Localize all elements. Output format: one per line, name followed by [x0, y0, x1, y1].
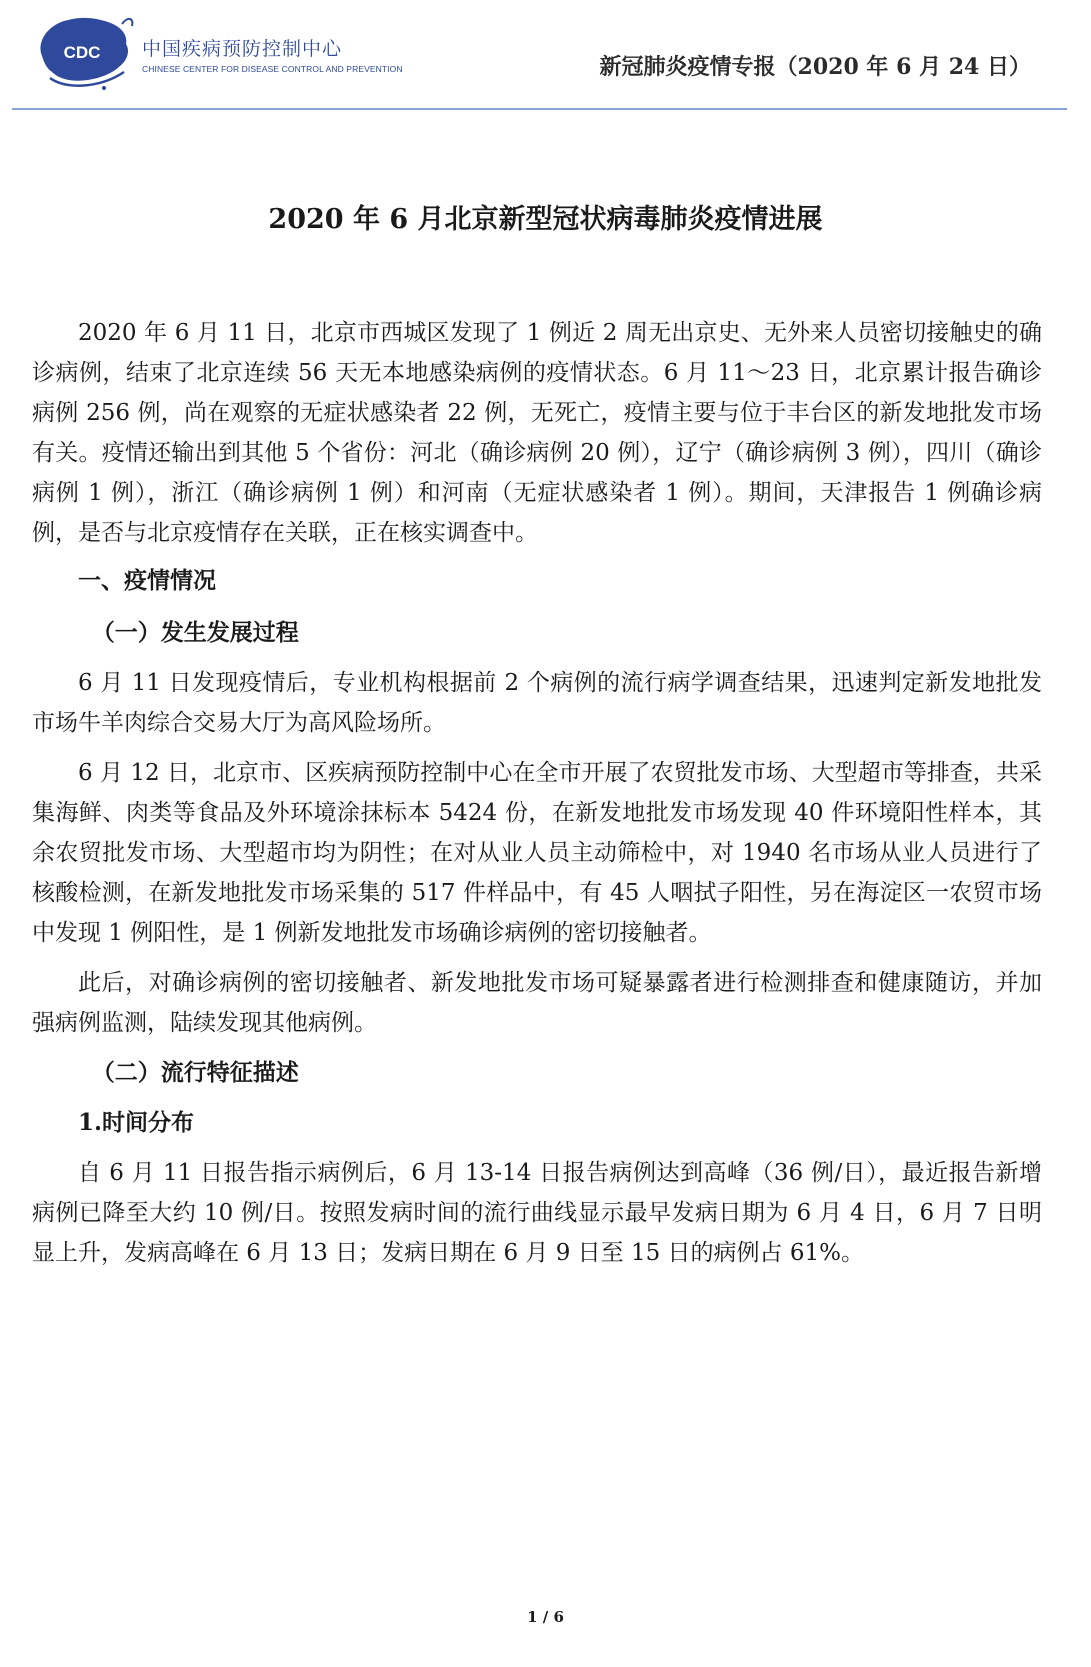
china-map-icon — [30, 8, 140, 98]
special-report-label: 新冠肺炎疫情专报（2020 年 6 月 24 日） — [599, 54, 1031, 80]
paragraph: 此后，对确诊病例的密切接触者、新发地批发市场可疑暴露者进行检测排查和健康随访，并加强病例监测，陆续发现其他病例。 — [32, 970, 1042, 1036]
subsection-heading: （二）流行特征描述 — [91, 1059, 299, 1086]
paragraph: 6 月 12 日，北京市、区疾病预防控制中心在全市开展了农贸批发市场、大型超市等排查，共采集海鲜、肉类等食品及外环境涂抹标本 5424 份，在新发地批发市场发现 40 件环境阳性样本，其余农贸批发市场、大型超市均为阴性；在对从业人员主动筛检中，对 1940 名市场从业人员进行了核酸检测，在新发地批发市场采集的 517 件样品中，有 45 人咽拭子阳性，另在海淀区一农贸市场中发现 1 例阳性，是 1 例新发地批发市场确诊病例的密切接触者。 — [32, 760, 1042, 946]
svg-text:CDC: CDC — [63, 43, 101, 62]
document-title: 2020 年 6 月北京新型冠状病毒肺炎疫情进展 — [268, 204, 823, 235]
header-divider — [12, 108, 1067, 110]
section-heading: 一、疫情情况 — [78, 568, 216, 594]
subsection-heading: （一）发生发展过程 — [91, 619, 299, 646]
paragraph: 自 6 月 11 日报告指示病例后，6 月 13-14 日报告病例达到高峰（36 例/日），最近报告新增病例已降至大约 10 例/日。按照发病时间的流行曲线显示最早发病日期为 6 月 4 日，6 月 7 日明显上升，发病高峰在 6 月 13 日；发病日期在 6 月 9 日至 15 日的病例占 61%。 — [32, 1160, 1042, 1266]
paragraph: 6 月 11 日发现疫情后，专业机构根据前 2 个病例的流行病学调查结果，迅速判定新发地批发市场牛羊肉综合交易大厅为高风险场所。 — [32, 670, 1042, 736]
document-body — [32, 313, 1042, 1283]
page-header — [0, 0, 1091, 112]
org-name-en: CHINESE CENTER FOR DISEASE CONTROL AND PREVENTION — [142, 64, 403, 74]
item-heading: 1.时间分布 — [78, 1109, 195, 1136]
org-name-cn: 中国疾病预防控制中心 — [142, 38, 343, 60]
china-cdc-logo — [30, 8, 430, 98]
page-number: 1 / 6 — [527, 1608, 564, 1626]
intro-paragraph: 2020 年 6 月 11 日，北京市西城区发现了 1 例近 2 周无出京史、无外来人员密切接触史的确诊病例，结束了北京连续 56 天无本地感染病例的疫情状态。6 月 11～23 日，北京累计报告确诊病例 256 例，尚在观察的无症状感染者 22 例，无死亡，疫情主要与位于丰台区的新发地批发市场有关。疫情还输出到其他 5 个省份：河北（确诊病例 20 例），辽宁（确诊病例 3 例），四川（确诊病例 1 例），浙江（确诊病例 1 例）和河南（无症状感染者 1 例）。期间，天津报告 1 例确诊病例，是否与北京疫情存在关联，正在核实调查中。 — [32, 320, 1042, 546]
